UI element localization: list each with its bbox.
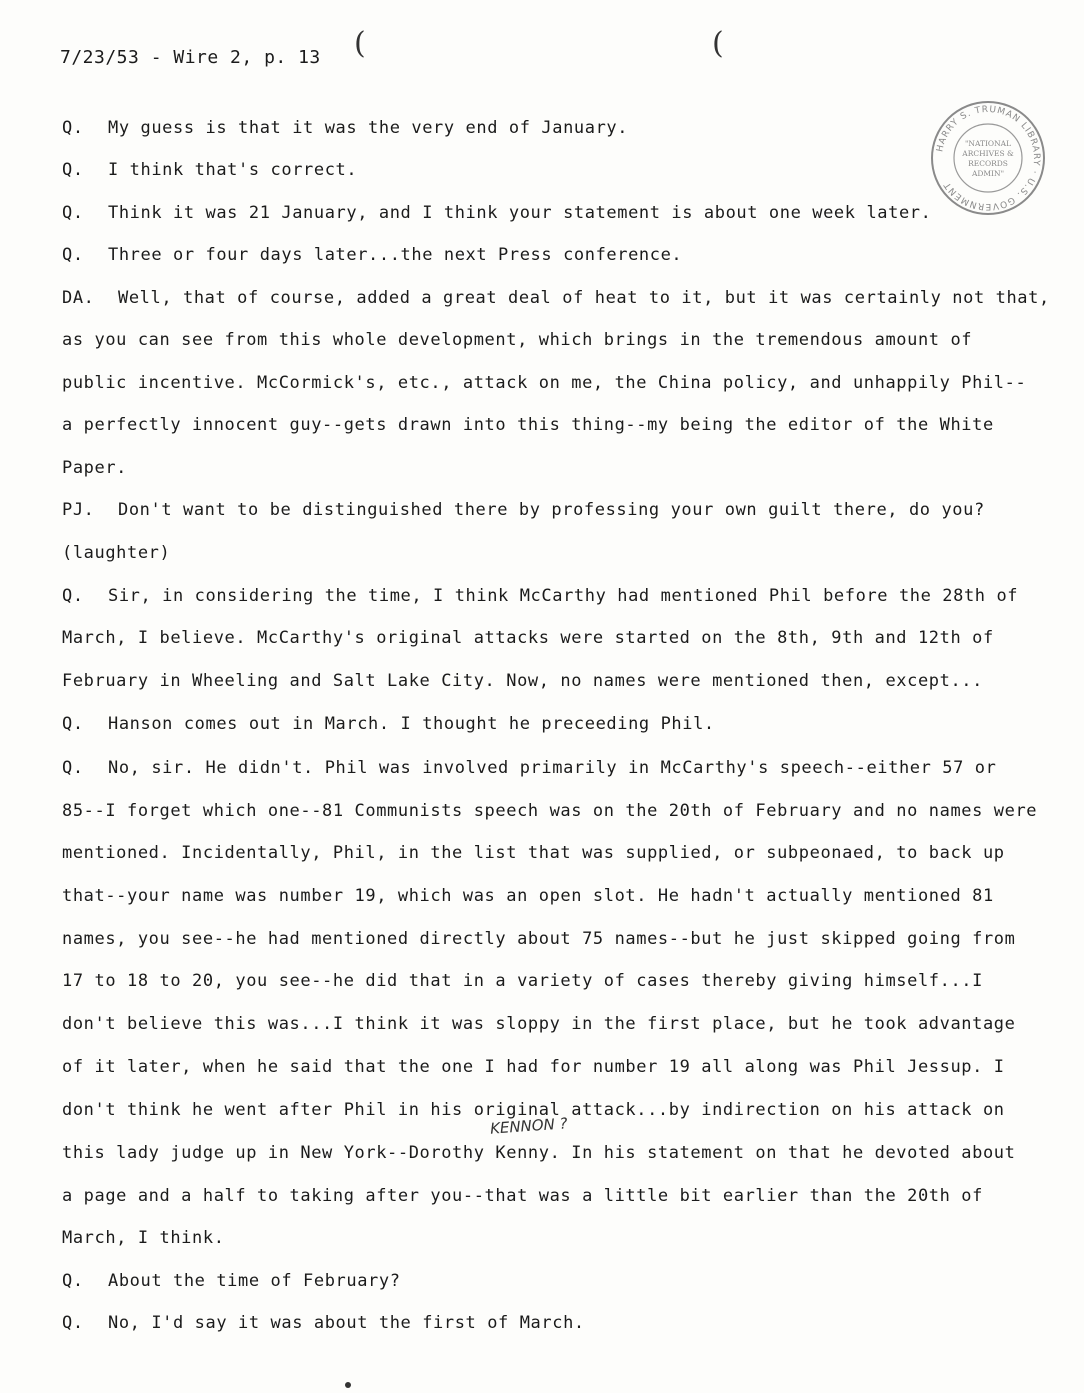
transcript-line: [62, 586, 1018, 606]
line-text: don't believe this was...I think it was sloppy in the first place, but he took advantage: [62, 1014, 1016, 1034]
margin-mark: (: [712, 26, 724, 61]
svg-text:ARCHIVES &: ARCHIVES &: [962, 149, 1014, 158]
line-text: don't think he went after Phil in his original attack...by indirection on his attack on: [62, 1100, 1005, 1120]
speaker-label: Q.: [62, 245, 84, 265]
speaker-label: Q.: [62, 1271, 84, 1291]
archive-stamp: [928, 98, 1048, 218]
line-text: About the time of February?: [108, 1271, 401, 1291]
transcript-line: [62, 1143, 1015, 1163]
line-text: as you can see from this whole development, which brings in the tremendous amount of: [62, 330, 973, 350]
margin-mark: (: [354, 26, 366, 61]
line-text: Paper.: [62, 458, 128, 478]
line-text: this lady judge up in New York--Dorothy Kenny. In his statement on that he devoted about: [62, 1143, 1016, 1163]
line-text: public incentive. McCormick's, etc., attack on me, the China policy, and unhappily Phil--: [62, 373, 1027, 393]
line-text: No, I'd say it was about the first of March.: [108, 1313, 585, 1333]
transcript-line: [62, 971, 983, 991]
speaker-label: Q.: [62, 118, 84, 138]
line-text: Three or four days later...the next Press conference.: [108, 245, 683, 265]
svg-text:RECORDS: RECORDS: [968, 159, 1008, 168]
transcript-line: [62, 1228, 225, 1248]
line-text: March, I believe. McCarthy's original attacks were started on the 8th, 9th and 12th of: [62, 628, 994, 648]
transcript-line: [62, 500, 985, 520]
transcript-line: [62, 671, 983, 691]
transcript-line: [62, 330, 972, 350]
transcript-line: [62, 373, 1026, 393]
transcript-line: [62, 1014, 1015, 1034]
transcript-line: [62, 714, 715, 734]
svg-text:"NATIONAL: "NATIONAL: [964, 139, 1012, 148]
line-text: Don't want to be distinguished there by professing your own guilt there, do you?: [118, 500, 985, 520]
transcript-line: [62, 203, 931, 223]
line-text: a page and a half to taking after you--that was a little bit earlier than the 20th of: [62, 1186, 983, 1206]
svg-text:ADMIN": ADMIN": [971, 169, 1005, 178]
transcript-line: [62, 1271, 401, 1291]
bottom-dot: [345, 1382, 351, 1388]
transcript-line: [62, 801, 1037, 821]
line-text: I think that's correct.: [108, 160, 358, 180]
transcript-line: [62, 160, 357, 180]
speaker-label: DA.: [62, 288, 95, 308]
line-text: My guess is that it was the very end of January.: [108, 118, 629, 138]
line-text: names, you see--he had mentioned directly about 75 names--but he just skipped going from: [62, 929, 1016, 949]
line-text: Hanson comes out in March. I thought he preceeding Phil.: [108, 714, 715, 734]
line-text: mentioned. Incidentally, Phil, in the list that was supplied, or subpeonaed, to back up: [62, 843, 1005, 863]
speaker-label: Q.: [62, 160, 84, 180]
line-text: that--your name was number 19, which was an open slot. He hadn't actually mentioned 81: [62, 886, 994, 906]
line-text: Well, that of course, added a great deal of heat to it, but it was certainly not that,: [118, 288, 1050, 308]
line-text: 17 to 18 to 20, you see--he did that in a variety of cases thereby giving himself...I: [62, 971, 983, 991]
line-text: February in Wheeling and Salt Lake City. Now, no names were mentioned then, except...: [62, 671, 983, 691]
line-text: a perfectly innocent guy--gets drawn into this thing--my being the editor of the White: [62, 415, 994, 435]
line-text: (laughter): [62, 543, 171, 563]
transcript-line: [62, 288, 1050, 308]
speaker-label: Q.: [62, 203, 84, 223]
line-text: 85--I forget which one--81 Communists speech was on the 20th of February and no names were: [62, 801, 1038, 821]
transcript-line: [62, 458, 127, 478]
transcript-line: [62, 843, 1005, 863]
transcript-line: [62, 245, 682, 265]
transcript-line: [62, 758, 996, 778]
svg-text:HARRY S. TRUMAN LIBRARY · U.S.: HARRY S. TRUMAN LIBRARY · U.S. GOVERNMENT: [935, 104, 1042, 212]
handwritten-note: KENNON ?: [489, 1114, 569, 1138]
speaker-label: Q.: [62, 1313, 84, 1333]
speaker-label: Q.: [62, 586, 84, 606]
line-text: Think it was 21 January, and I think your statement is about one week later.: [108, 203, 932, 223]
transcript-line: [62, 1186, 983, 1206]
line-text: No, sir. He didn't. Phil was involved primarily in McCarthy's speech--either 57 or: [108, 758, 997, 778]
page-header: 7/23/53 - Wire 2, p. 13: [60, 47, 321, 68]
speaker-label: Q.: [62, 714, 84, 734]
line-text: of it later, when he said that the one I had for number 19 all along was Phil Jessup. I: [62, 1057, 1005, 1077]
line-text: March, I think.: [62, 1228, 225, 1248]
transcript-line: [62, 1313, 585, 1333]
transcript-line: [62, 415, 994, 435]
transcript-line: [62, 1057, 1005, 1077]
line-text: Sir, in considering the time, I think McCarthy had mentioned Phil before the 28th of: [108, 586, 1019, 606]
speaker-label: Q.: [62, 758, 84, 778]
transcript-line: [62, 118, 628, 138]
speaker-label: PJ.: [62, 500, 95, 520]
transcript-line: [62, 543, 170, 563]
transcript-line: [62, 628, 994, 648]
transcript-line: [62, 886, 994, 906]
transcript-line: [62, 929, 1015, 949]
